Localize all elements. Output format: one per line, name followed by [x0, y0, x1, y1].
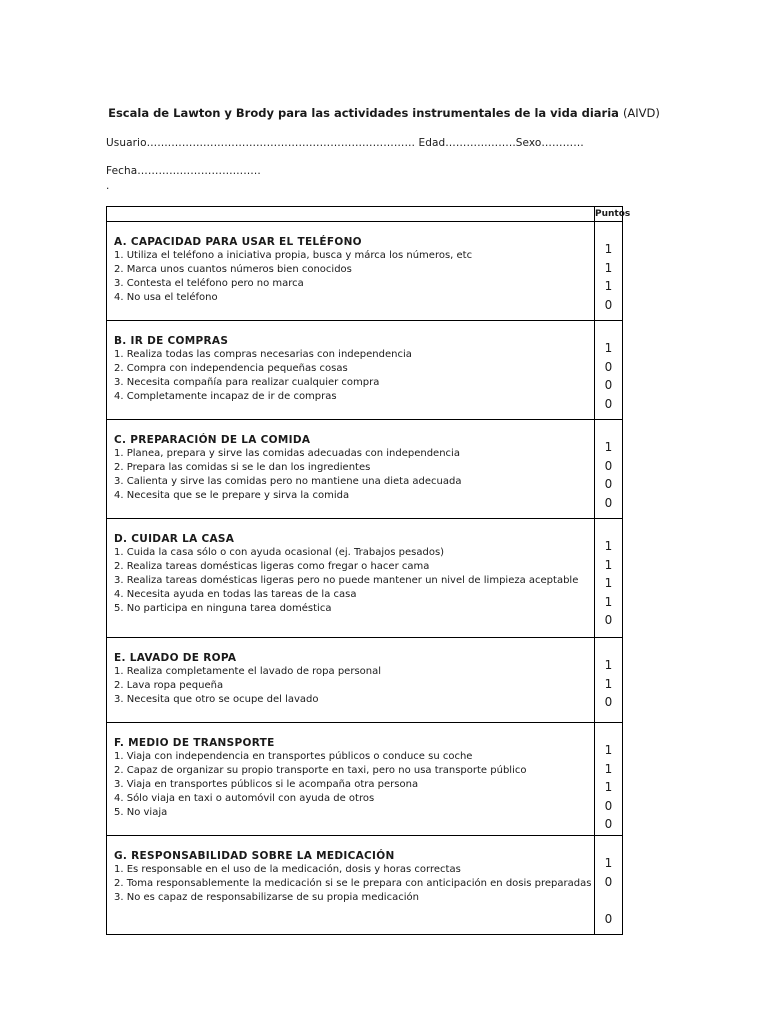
- section-item: 2. Toma responsablemente la medicación si se le prepara con anticipación en dosis preparadas: [114, 878, 592, 889]
- section-item: 1. Cuida la casa sólo o con ayuda ocasional (ej. Trabajos pesados): [114, 547, 445, 558]
- point-value: 0: [604, 798, 613, 813]
- header-empty-cell: [107, 207, 595, 222]
- point-value: 0: [604, 695, 613, 709]
- point-value: 0: [604, 817, 613, 831]
- section-item: 2. Marca unos cuantos números bien conocidos: [114, 264, 352, 275]
- section-text-cell: [107, 519, 595, 638]
- section-item: 2. Compra con independencia pequeñas cosas: [114, 363, 348, 374]
- section-text-cell: [107, 836, 595, 935]
- point-value: 0: [604, 297, 613, 312]
- point-value: 1: [604, 260, 613, 275]
- point-value: 1: [604, 576, 613, 590]
- point-value: 0: [604, 477, 613, 491]
- section-text-cell: [107, 723, 595, 836]
- point-value: 0: [604, 378, 613, 392]
- point-value: 1: [604, 594, 613, 609]
- section-text-cell: [107, 321, 595, 420]
- point-value: 1: [604, 780, 613, 794]
- points-cell: [595, 420, 623, 519]
- points-cell: [595, 222, 623, 321]
- section-title: E. LAVADO DE ROPA: [114, 652, 237, 664]
- section-title: A. CAPACIDAD PARA USAR EL TELÉFONO: [114, 236, 362, 248]
- section-item: 1. Utiliza el teléfono a iniciativa propia, busca y márca los números, etc: [114, 250, 473, 261]
- points-cell: [595, 519, 623, 638]
- point-value: 1: [604, 557, 613, 572]
- point-value: 0: [604, 396, 613, 411]
- section-text-cell: [107, 420, 595, 519]
- scale-table: [106, 206, 631, 935]
- point-value: 0: [604, 458, 613, 473]
- stray-dot: .: [106, 180, 110, 192]
- section-row: [107, 638, 623, 723]
- section-item: 2. Realiza tareas domésticas ligeras como fregar o hacer cama: [114, 561, 430, 572]
- section-item: 2. Capaz de organizar su propio transporte en taxi, pero no usa transporte público: [114, 765, 527, 776]
- point-value: 1: [604, 676, 613, 691]
- point-value: 1: [604, 856, 613, 870]
- user-age-sex-line: Usuario…….…………………………………………………………… Edad………………..Sexo…………: [106, 137, 584, 149]
- section-item: 3. Viaja en transportes públicos si le acompaña otra persona: [114, 779, 419, 790]
- section-row: [107, 723, 623, 836]
- point-value: 1: [604, 242, 613, 256]
- section-item: 5. No participa en ninguna tarea doméstica: [114, 603, 332, 614]
- section-item: 1. Planea, prepara y sirve las comidas adecuadas con independencia: [114, 448, 460, 459]
- section-row: [107, 836, 623, 935]
- points-cell: [595, 836, 623, 935]
- section-item: 1. Es responsable en el uso de la medicación, dosis y horas correctas: [114, 864, 461, 875]
- point-value: 0: [604, 911, 613, 926]
- table-header-row: [107, 207, 623, 222]
- section-title: C. PREPARACIÓN DE LA COMIDA: [114, 434, 311, 446]
- section-item: 1. Realiza todas las compras necesarias con independencia: [114, 349, 412, 360]
- points-header: Puntos: [595, 207, 623, 222]
- section-item: 3. Necesita que otro se ocupe del lavado: [114, 694, 319, 705]
- point-value: 1: [604, 658, 613, 672]
- section-item: 2. Lava ropa pequeña: [114, 680, 224, 691]
- section-text-cell: [107, 638, 595, 723]
- section-item: 4. Completamente incapaz de ir de compras: [114, 391, 337, 402]
- section-item: 1. Realiza completamente el lavado de ropa personal: [114, 666, 382, 677]
- section-item: 3. Calienta y sirve las comidas pero no mantiene una dieta adecuada: [114, 476, 462, 487]
- title-suffix: (AIVD): [622, 106, 660, 120]
- section-item: 2. Prepara las comidas si se le dan los ingredientes: [114, 462, 371, 473]
- section-title: G. RESPONSABILIDAD SOBRE LA MEDICACIÓN: [114, 850, 395, 862]
- section-row: [107, 519, 623, 638]
- section-item: 3. Necesita compañía para realizar cualquier compra: [114, 377, 380, 388]
- section-item: 4. No usa el teléfono: [114, 292, 218, 303]
- point-value: [595, 891, 622, 910]
- point-value: 1: [604, 539, 613, 553]
- section-title: F. MEDIO DE TRANSPORTE: [114, 737, 275, 749]
- section-item: 3. No es capaz de responsabilizarse de su propia medicación: [114, 892, 419, 903]
- points-cell: [595, 321, 623, 420]
- point-value: 1: [604, 761, 613, 776]
- section-item: 4. Necesita que se le prepare y sirva la comida: [114, 490, 350, 501]
- section-row: [107, 222, 623, 321]
- point-value: 1: [604, 440, 613, 454]
- point-value: 1: [604, 341, 613, 355]
- title-main: Escala de Lawton y Brody para las actividades instrumentales de la vida diaria: [108, 106, 619, 120]
- section-title: B. IR DE COMPRAS: [114, 335, 229, 347]
- point-value: 1: [604, 279, 613, 293]
- section-item: 4. Necesita ayuda en todas las tareas de la casa: [114, 589, 357, 600]
- document-title: [0, 106, 768, 120]
- points-cell: [595, 638, 623, 723]
- section-title: D. CUIDAR LA CASA: [114, 533, 235, 545]
- section-item: 4. Sólo viaja en taxi o automóvil con ayuda de otros: [114, 793, 375, 804]
- section-item: 1. Viaja con independencia en transportes públicos o conduce su coche: [114, 751, 473, 762]
- section-item: 3. Contesta el teléfono pero no marca: [114, 278, 304, 289]
- point-value: 0: [604, 613, 613, 627]
- section-item: 3. Realiza tareas domésticas ligeras pero no puede mantener un nivel de limpieza aceptable: [114, 575, 579, 586]
- point-value: 0: [604, 495, 613, 510]
- point-value: 0: [604, 359, 613, 374]
- section-item: 5. No viaja: [114, 807, 168, 818]
- points-cell: [595, 723, 623, 836]
- point-value: 0: [604, 874, 613, 889]
- section-text-cell: [107, 222, 595, 321]
- section-row: [107, 420, 623, 519]
- section-row: [107, 321, 623, 420]
- date-line: Fecha……………………………..: [106, 165, 261, 177]
- point-value: 1: [604, 743, 613, 757]
